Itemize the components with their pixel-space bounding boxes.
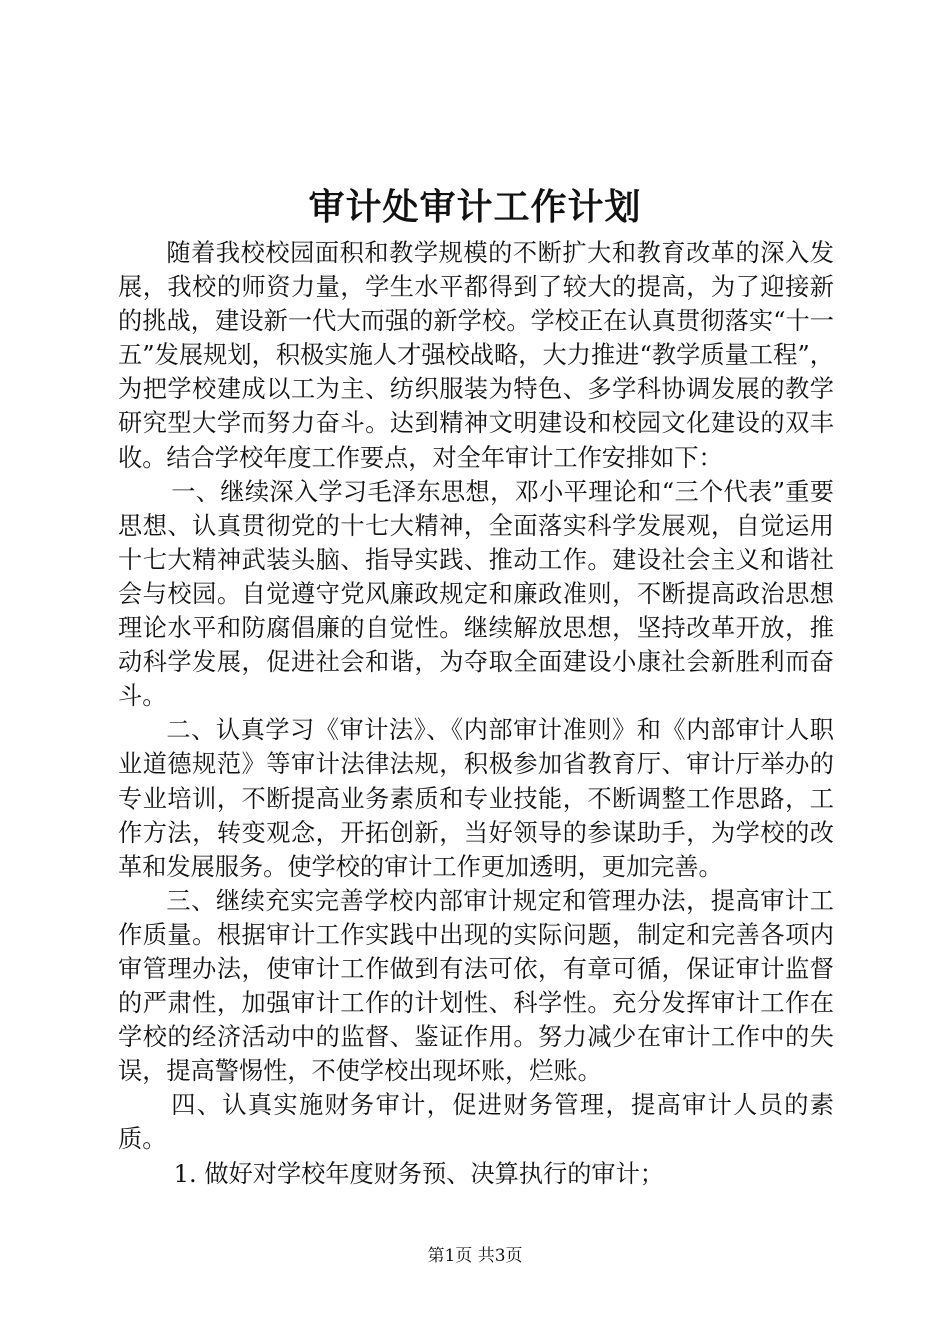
paragraph-intro: 随着我校校园面积和教学规模的不断扩大和教育改革的深入发展，我校的师资力量，学生水平都得到了较大的提高，为了迎接新的挑战，建设新一代大而强的新学校。学校正在认真贯彻落实“十一五”发展规划，积极实施人才强校战略，大力推进“教学质量工程”，为把学校建成以工为主、纺织服装为特色、多学科协调发展的教学研究型大学而努力奋斗。达到精神文明建设和校园文化建设的双丰收。结合学校年度工作要点，对全年审计工作安排如下：	[118, 239, 834, 472]
paragraph-section-2: 二、认真学习《审计法》、《内部审计准则》和《内部审计人职业道德规范》等审计法律法规，积极参加省教育厅、审计厅举办的专业培训，不断提高业务素质和专业技能，不断调整工作思路，工作方法，转变观念，开拓创新，当好领导的参谋助手，为学校的改革和发展服务。使学校的审计工作更加透明，更加完善。	[118, 716, 834, 881]
page-footer: 第1页 共3页	[427, 1246, 523, 1266]
paragraph-section-4: 四、认真实施财务审计，促进财务管理，提高审计人员的素质。	[118, 1091, 834, 1154]
paragraph-subitem-1: 1. 做好对学校年度财务预、决算执行的审计；	[173, 1159, 664, 1188]
paragraph-section-1: 一、继续深入学习毛泽东思想，邓小平理论和“三个代表”重要思想、认真贯彻党的十七大精神，全面落实科学发展观，自觉运用十七大精神武装头脑、指导实践、推动工作。建设社会主义和谐社会与校园。自觉遵守党风廉政规定和廉政准则，不断提高政治思想理论水平和防腐倡廉的自觉性。继续解放思想，坚持改革开放，推动科学发展，促进社会和谐，为夺取全面建设小康社会新胜利而奋斗。	[118, 477, 834, 711]
paragraph-section-3: 三、继续充实完善学校内部审计规定和管理办法，提高审计工作质量。根据审计工作实践中出现的实际问题，制定和完善各项内审管理办法，使审计工作做到有法可依，有章可循，保证审计监督的严肃性，加强审计工作的计划性、科学性。充分发挥审计工作在学校的经济活动中的监督、鉴证作用。努力减少在审计工作中的失误，提高警惕性，不使学校出现坏账，烂账。	[118, 886, 834, 1086]
document-body	[118, 236, 834, 1191]
document-title: 审计处审计工作计划	[308, 187, 642, 228]
